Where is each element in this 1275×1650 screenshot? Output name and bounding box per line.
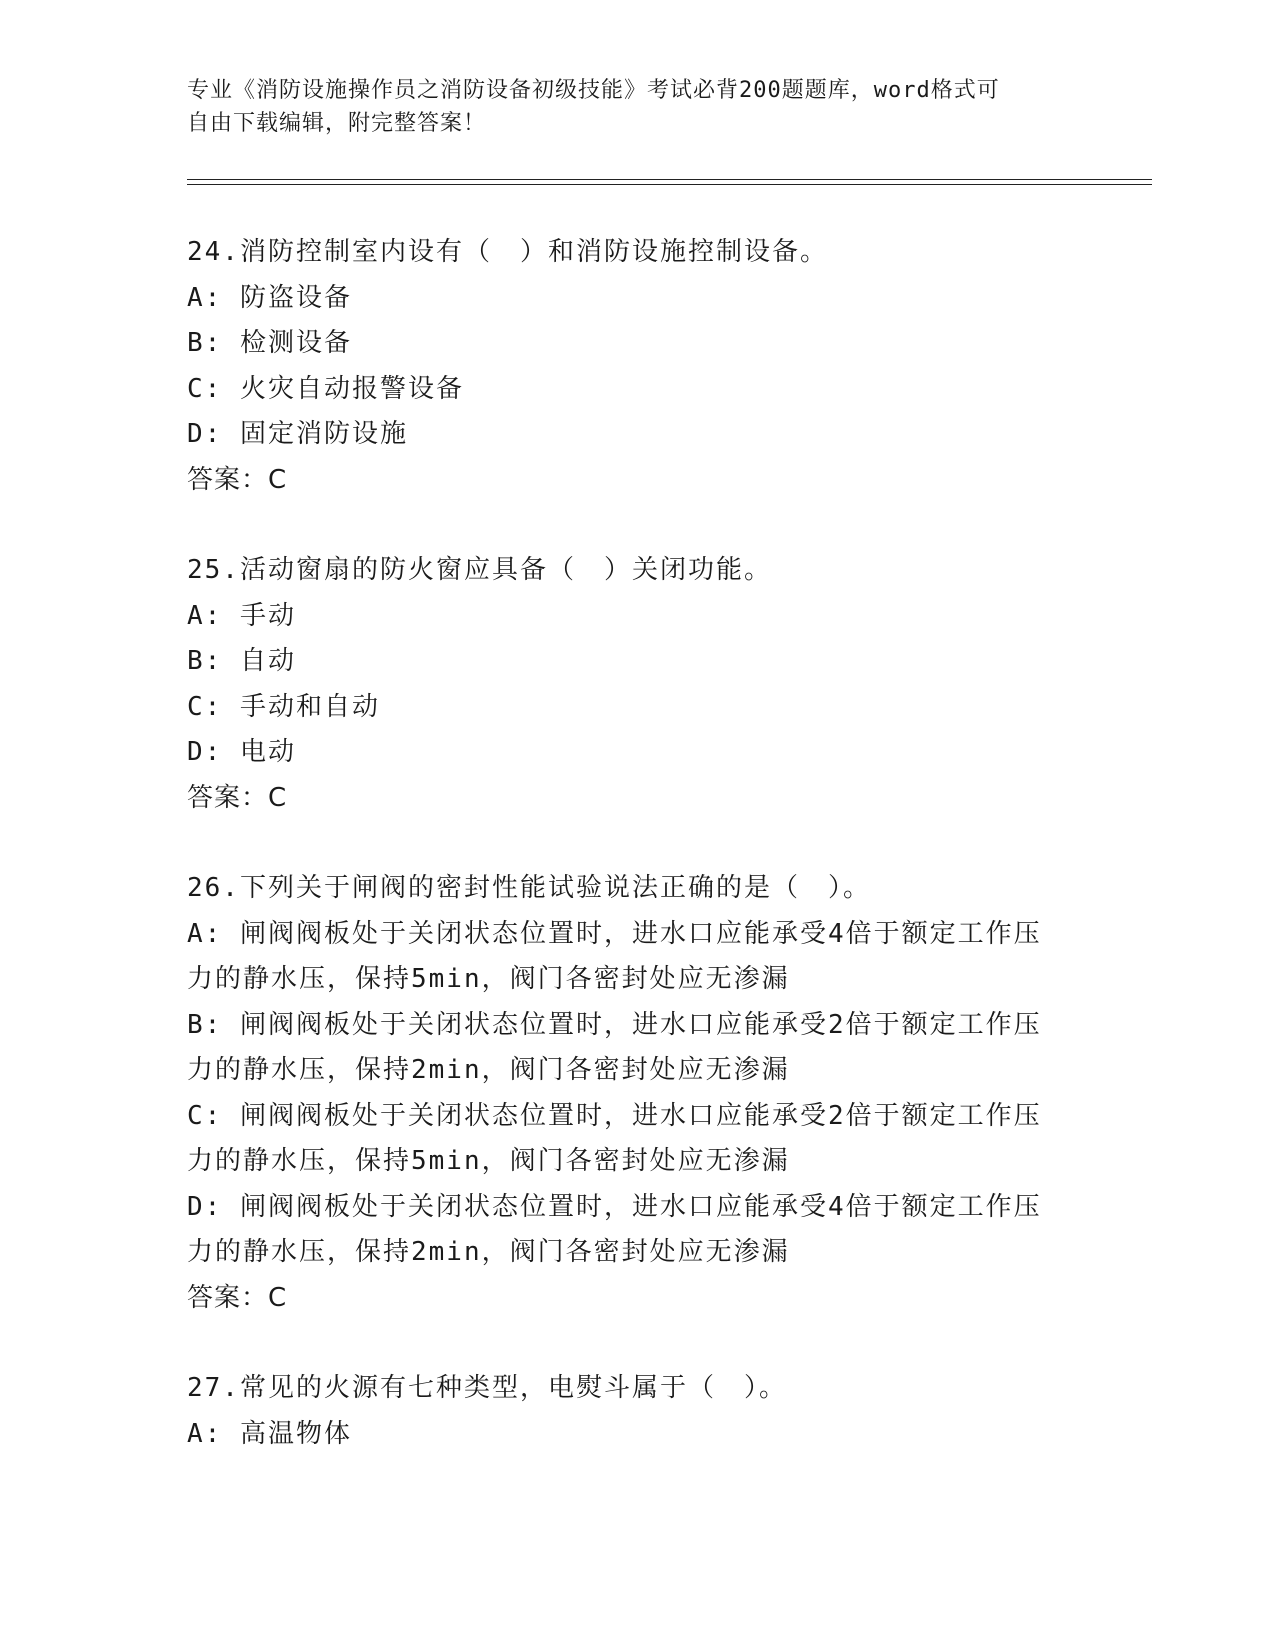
option-c: C: 手动和自动 <box>187 691 380 722</box>
option-a: A: 手动 <box>187 600 296 631</box>
question-stem: 24.消防控制室内设有（ ）和消防设施控制设备。 <box>187 237 828 267</box>
question-stem: 25.活动窗扇的防火窗应具备（ ）关闭功能。 <box>187 555 772 585</box>
document-header <box>187 74 1087 140</box>
answer-label: 答案：C <box>187 1282 288 1313</box>
option-d-line-2: 力的静水压，保持2min，阀门各密封处应无渗漏 <box>187 1237 790 1267</box>
option-d: D: 电动 <box>187 737 296 767</box>
question-list <box>187 230 1087 1502</box>
option-c: C: 火灾自动报警设备 <box>187 373 464 404</box>
question-26 <box>187 866 1087 1321</box>
option-d-line-1: D: 闸阀阀板处于关闭状态位置时，进水口应能承受4倍于额定工作压 <box>187 1191 1042 1222</box>
question-stem: 26.下列关于闸阀的密封性能试验说法正确的是（ ）。 <box>187 873 871 903</box>
option-a: A: 防盗设备 <box>187 282 352 313</box>
option-d: D: 固定消防设施 <box>187 419 408 449</box>
option-a: A: 高温物体 <box>187 1418 352 1449</box>
answer-label: 答案：C <box>187 782 288 813</box>
answer-label: 答案：C <box>187 464 288 495</box>
header-title-line-2: 自由下载编辑，附完整答案！ <box>187 111 487 136</box>
option-b: B: 检测设备 <box>187 328 352 358</box>
option-b-line-1: B: 闸阀阀板处于关闭状态位置时，进水口应能承受2倍于额定工作压 <box>187 1009 1042 1040</box>
option-a-line-1: A: 闸阀阀板处于关闭状态位置时，进水口应能承受4倍于额定工作压 <box>187 918 1042 949</box>
question-27 <box>187 1366 1087 1457</box>
option-b: B: 自动 <box>187 646 296 676</box>
question-25 <box>187 548 1087 821</box>
option-a-line-2: 力的静水压，保持5min，阀门各密封处应无渗漏 <box>187 964 790 994</box>
question-24 <box>187 230 1087 503</box>
header-divider <box>187 179 1152 185</box>
option-b-line-2: 力的静水压，保持2min，阀门各密封处应无渗漏 <box>187 1055 790 1085</box>
option-c-line-2: 力的静水压，保持5min，阀门各密封处应无渗漏 <box>187 1146 790 1176</box>
header-title-line-1: 专业《消防设施操作员之消防设备初级技能》考试必背200题题库，word格式可 <box>187 78 1000 103</box>
question-stem: 27.常见的火源有七种类型，电熨斗属于（ ）。 <box>187 1373 787 1403</box>
option-c-line-1: C: 闸阀阀板处于关闭状态位置时，进水口应能承受2倍于额定工作压 <box>187 1100 1042 1131</box>
document-page <box>187 0 1087 1650</box>
